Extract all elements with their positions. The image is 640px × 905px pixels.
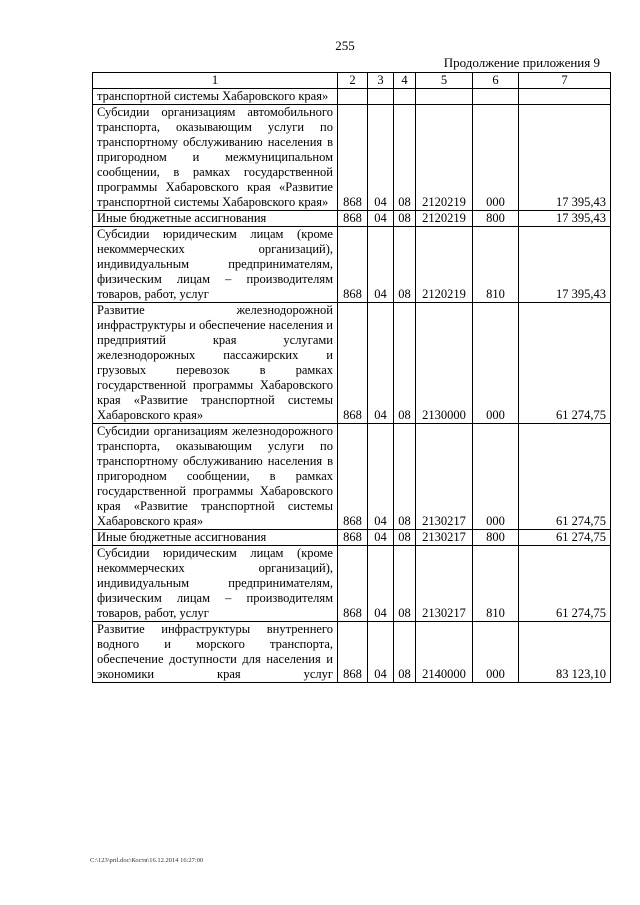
header-col-4: 4 [394,73,416,89]
table-row [93,622,611,683]
row-admin-code: 868 [338,424,368,530]
row-amount: 17 395,43 [519,227,611,303]
row-target-article: 2130217 [416,546,473,622]
row-section: 04 [368,622,394,683]
table-row [93,546,611,622]
table-row [93,105,611,211]
table-row [93,424,611,530]
budget-table [92,72,611,683]
table-row [93,211,611,227]
row-name: Иные бюджетные ассигнования [93,530,338,546]
table-row [93,227,611,303]
page-number: 255 [335,38,355,53]
row-amount: 61 274,75 [519,424,611,530]
row-subsection: 08 [394,546,416,622]
row-target-article: 2130217 [416,424,473,530]
row-name: Субсидии организациям автомобильного транспорта, оказывающим услуги по транспортному обслуживанию населения в пригородном и межмуниципальном сообщении, в рамках государственной программы Хабаровского края «Развитие транспортной системы Хабаровского края» [93,105,338,211]
table-row [93,303,611,424]
file-path-footer: C:\123\pril.doc\Костя\16.12.2014 16:27:00 [90,857,204,864]
row-section: 04 [368,530,394,546]
row-subsection: 08 [394,105,416,211]
row-expense-type: 000 [473,622,519,683]
row-section [368,89,394,105]
row-name: Субсидии юридическим лицам (кроме некоммерческих организаций), индивидуальным предпринимателям, физическим лицам – производителям товаров, работ, услуг [93,227,338,303]
row-admin-code: 868 [338,530,368,546]
row-target-article: 2120219 [416,227,473,303]
row-section: 04 [368,303,394,424]
row-subsection [394,89,416,105]
row-section: 04 [368,424,394,530]
row-target-article: 2120219 [416,211,473,227]
row-name: Иные бюджетные ассигнования [93,211,338,227]
row-admin-code: 868 [338,622,368,683]
row-amount [519,89,611,105]
row-amount: 83 123,10 [519,622,611,683]
row-admin-code: 868 [338,105,368,211]
row-admin-code: 868 [338,211,368,227]
row-name: транспортной системы Хабаровского края» [93,89,338,105]
row-name: Субсидии организациям железнодорожного транспорта, оказывающим услуги по транспортному обслуживанию населения в пригородном сообщении, в рамках государственной программы Хабаровского края «Развитие транспортной системы Хабаровского края» [93,424,338,530]
row-admin-code [338,89,368,105]
row-expense-type: 810 [473,546,519,622]
row-section: 04 [368,211,394,227]
table-row [93,530,611,546]
row-admin-code: 868 [338,546,368,622]
row-subsection: 08 [394,424,416,530]
row-section: 04 [368,105,394,211]
row-name: Развитие инфраструктуры внутреннего водного и морского транспорта, обеспечение доступности для населения и экономики края услуг [93,622,338,683]
row-expense-type: 000 [473,424,519,530]
row-name: Развитие железнодорожной инфраструктуры и обеспечение населения и предприятий края услугами железнодорожных пассажирских и грузовых перевозок в рамках государственной программы Хабаровского края «Развитие транспортной системы Хабаровского края» [93,303,338,424]
row-target-article [416,89,473,105]
header-col-7: 7 [519,73,611,89]
row-subsection: 08 [394,227,416,303]
row-amount: 61 274,75 [519,303,611,424]
row-subsection: 08 [394,530,416,546]
row-subsection: 08 [394,303,416,424]
header-col-3: 3 [368,73,394,89]
row-target-article: 2130000 [416,303,473,424]
row-admin-code: 868 [338,303,368,424]
row-admin-code: 868 [338,227,368,303]
row-target-article: 2130217 [416,530,473,546]
row-expense-type: 000 [473,105,519,211]
continuation-label: Продолжение приложения 9 [443,55,600,70]
row-expense-type [473,89,519,105]
row-section: 04 [368,546,394,622]
row-subsection: 08 [394,622,416,683]
row-expense-type: 800 [473,211,519,227]
row-subsection: 08 [394,211,416,227]
row-target-article: 2140000 [416,622,473,683]
header-row [93,73,611,89]
row-amount: 61 274,75 [519,546,611,622]
row-target-article: 2120219 [416,105,473,211]
header-col-1: 1 [93,73,338,89]
row-amount: 17 395,43 [519,211,611,227]
header-col-5: 5 [416,73,473,89]
header-col-6: 6 [473,73,519,89]
row-amount: 17 395,43 [519,105,611,211]
row-expense-type: 000 [473,303,519,424]
row-expense-type: 800 [473,530,519,546]
row-name: Субсидии юридическим лицам (кроме некоммерческих организаций), индивидуальным предпринимателям, физическим лицам – производителям товаров, работ, услуг [93,546,338,622]
header-col-2: 2 [338,73,368,89]
row-amount: 61 274,75 [519,530,611,546]
row-section: 04 [368,227,394,303]
table-row [93,89,611,105]
row-expense-type: 810 [473,227,519,303]
